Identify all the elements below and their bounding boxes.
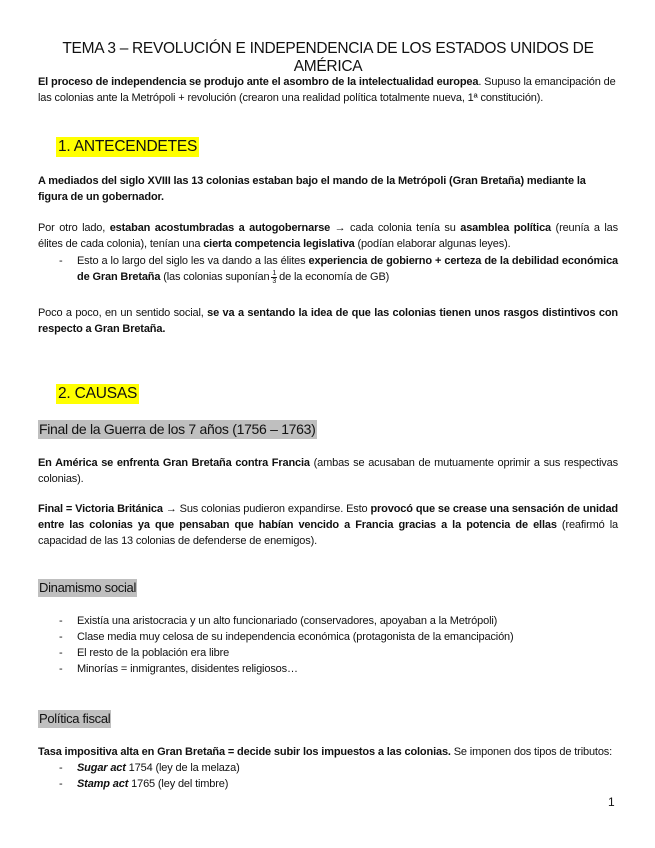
s1b-t1: Esto a lo largo del siglo les va dando a las élites (77, 255, 309, 267)
s1p2-t1: Por otro lado, (38, 222, 110, 234)
fraction-denominator: 3 (272, 277, 277, 285)
subsection-fiscal-policy-heading: Política fiscal (39, 711, 111, 726)
s2s1p2-b1: Final = Victoria Británica (38, 503, 163, 515)
tax-act-detail: 1765 (ley del timbre) (128, 778, 229, 790)
section1-bullets (38, 253, 618, 285)
list-item (38, 253, 618, 285)
subsection-social-dynamism-heading: Dinamismo social (39, 580, 137, 595)
section2-heading: 2. CAUSAS (58, 385, 138, 402)
fiscal-policy-list (38, 760, 618, 792)
s2s1p1-rest: (ambas se acusaban de mutuamente oprimir a sus respectivas colonias). (38, 457, 618, 485)
s2s3p1-bold: Tasa impositiva alta en Gran Bretaña = decide subir los impuestos a las colonias. (38, 746, 451, 758)
list-item: - Minorías = inmigrantes, disidentes religiosos… (38, 661, 618, 677)
s1p2-t4: (podían elaborar algunas leyes). (354, 238, 511, 250)
intro-bold: El proceso de independencia se produjo ante el asombro de la intelectualidad europea (38, 76, 479, 88)
tax-act-name: Stamp act (77, 778, 129, 790)
section1-paragraph-1 (38, 173, 618, 205)
fraction-numerator: 1 (272, 269, 277, 277)
s1p2-b1: estaban acostumbradas a autogobernarse (109, 222, 331, 234)
s1b-t2: (las colonias suponían (160, 271, 270, 283)
s1b-b1: experiencia de gobierno + certeza de la debilidad económica de Gran Bretaña (77, 255, 619, 283)
s2s1p2-t1: → Sus colonias pudieron expandirse. Esto (162, 503, 371, 515)
list-item: - El resto de la población era libre (38, 645, 618, 661)
list-item (38, 776, 618, 792)
s1b-t3: de la economía de GB) (279, 271, 390, 283)
s1p3-b1: se va a sentando la idea de que las colonias tienen unos rasgos distintivos con respecto a Gran Bretaña. (38, 307, 618, 335)
intro-rest: . Supuso la emancipación de las colonias ante la Metrópoli + revolución (crearon una realidad política totalmente nueva, 1ª constitución). (38, 76, 616, 104)
list-item: - Existía una aristocracia y un alto funcionariado (conservadores, apoyaban a la Metrópoli) (38, 613, 618, 629)
intro-paragraph (38, 74, 618, 106)
list-item: - Clase media muy celosa de su independencia económica (protagonista de la emancipación) (38, 629, 618, 645)
s1p3-t1: Poco a poco, en un sentido social, (38, 307, 208, 319)
s1p2-b3: cierta competencia legislativa (203, 238, 355, 250)
s2s1p2-b2: provocó que se crease una sensación de unidad entre las colonias ya que pensaban que habían vencido a Francia gracias a la potencia de ellas (38, 503, 618, 531)
tax-act-name: Sugar act (77, 762, 126, 774)
fiscal-policy-paragraph (38, 744, 618, 760)
section1-paragraph-3 (38, 305, 618, 337)
subsection-seven-years-war-heading: Final de la Guerra de los 7 años (1756 – 1763) (39, 421, 316, 437)
document-title: TEMA 3 – REVOLUCIÓN E INDEPENDENCIA DE LOS ESTADOS UNIDOS DE AMÉRICA (62, 40, 594, 75)
s2s3p1-rest: Se imponen dos tipos de tributos: (450, 746, 613, 758)
section1-p1-bold: A mediados del siglo XVIII las 13 colonias estaban bajo el mando de la Metrópoli (Gran Bretaña) mediante la figura de un gobernador. (38, 175, 586, 203)
section1-paragraph-2 (38, 220, 618, 252)
s1p2-t3: (reunía a las élites de cada colonia), tenían una (38, 222, 618, 250)
s2s1p1-bold: En América se enfrenta Gran Bretaña contra Francia (38, 457, 310, 469)
social-dynamism-list (38, 613, 618, 677)
list-item (38, 760, 618, 776)
fraction-one-third (271, 270, 277, 285)
seven-years-paragraph-1 (38, 455, 618, 487)
page-number: 1 (608, 795, 615, 809)
section1-heading: 1. ANTECENDETES (58, 138, 198, 155)
s1p2-t2: → cada colonia tenía su (330, 222, 461, 234)
seven-years-paragraph-2 (38, 501, 618, 549)
tax-act-detail: 1754 (ley de la melaza) (125, 762, 240, 774)
s2s1p2-t2: (reafirmó la capacidad de las 13 colonias de defenderse de enemigos). (38, 519, 618, 547)
s1p2-b2: asamblea política (460, 222, 552, 234)
